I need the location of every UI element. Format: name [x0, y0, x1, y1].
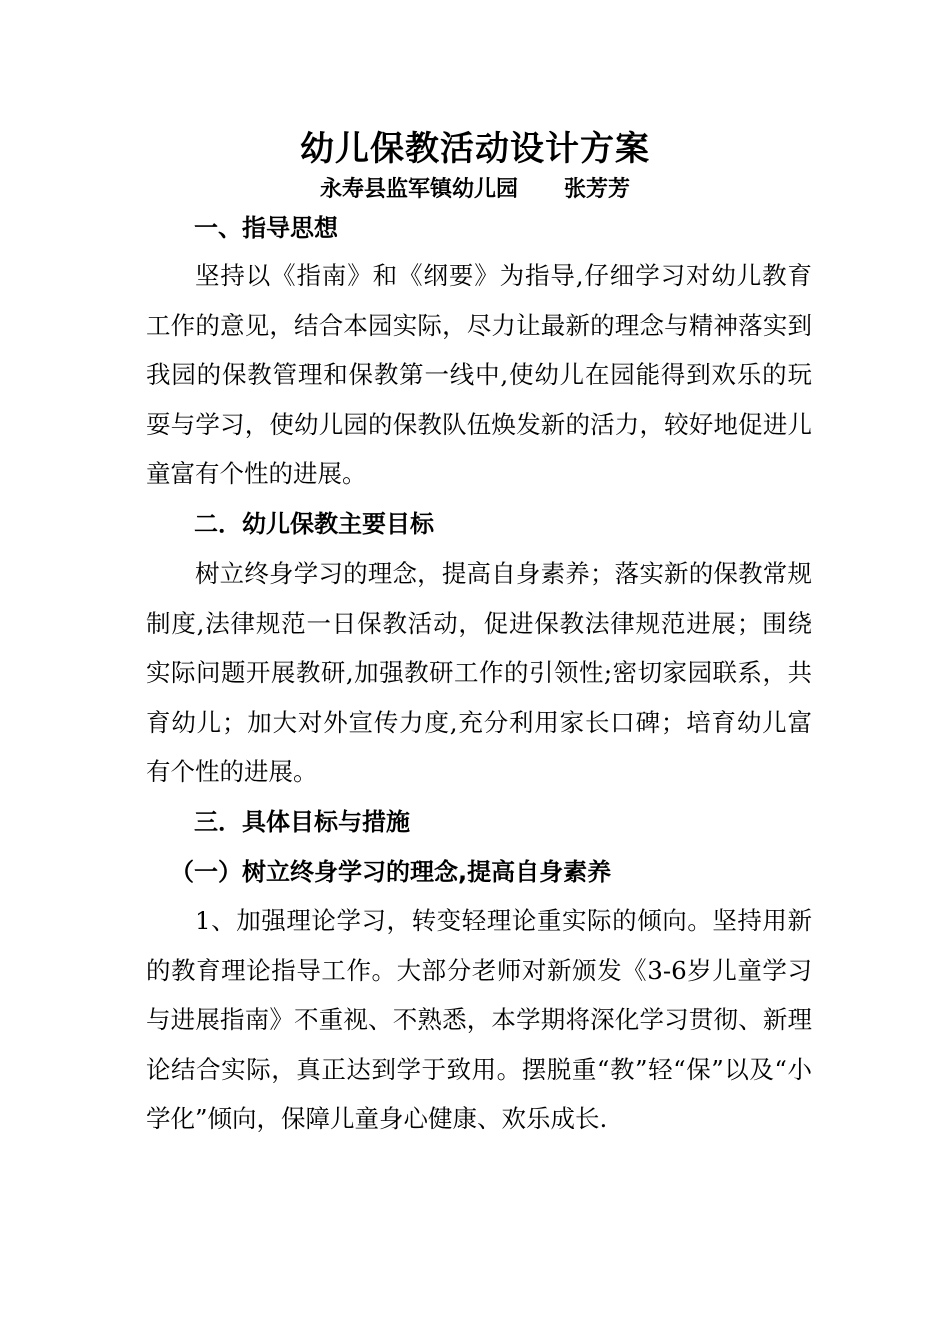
section-heading-specific-goals: 三．具体目标与措施	[194, 808, 410, 836]
section-paragraph-main-goals: 树立终身学习的理念，提高自身素养；落实新的保教常规制度,法律规范一日保教活动，促进保教法律规范进展；围绕实际问题开展教研,加强教研工作的引领性;密切家园联系，共育幼儿；加大对外宣传力度,充分利用家长口碑；培育幼儿富有个性的进展。	[146, 559, 812, 786]
subsection-paragraph-theory-study: 1、加强理论学习，转变轻理论重实际的倾向。坚持用新的教育理论指导工作。大部分老师对新颁发《3-6岁儿童学习与进展指南》不重视、不熟悉，本学期将深化学习贯彻、新理论结合实际，真正达到学于致用。摆脱重“教”轻“保”以及“小学化”倾向，保障儿童身心健康、欢乐成长.	[146, 906, 812, 1133]
organization-name: 永寿县监军镇幼儿园	[319, 177, 518, 202]
document-subtitle	[0, 176, 950, 204]
section-heading-guiding-ideology: 一、指导思想	[194, 214, 338, 242]
author-name: 张芳芳	[564, 177, 631, 202]
document-title: 幼儿保教活动设计方案	[300, 129, 650, 169]
subsection-heading-lifelong-learning: （一）树立终身学习的理念,提高自身素养	[170, 858, 612, 886]
section-paragraph-guiding-ideology: 坚持以《指南》和《纲要》为指导,仔细学习对幼儿教育工作的意见，结合本园实际，尽力让最新的理念与精神落实到我园的保教管理和保教第一线中,使幼儿在园能得到欢乐的玩耍与学习，使幼儿园的保教队伍焕发新的活力，较好地促进儿童富有个性的进展。	[146, 261, 812, 488]
section-heading-main-goals: 二．幼儿保教主要目标	[194, 510, 434, 538]
